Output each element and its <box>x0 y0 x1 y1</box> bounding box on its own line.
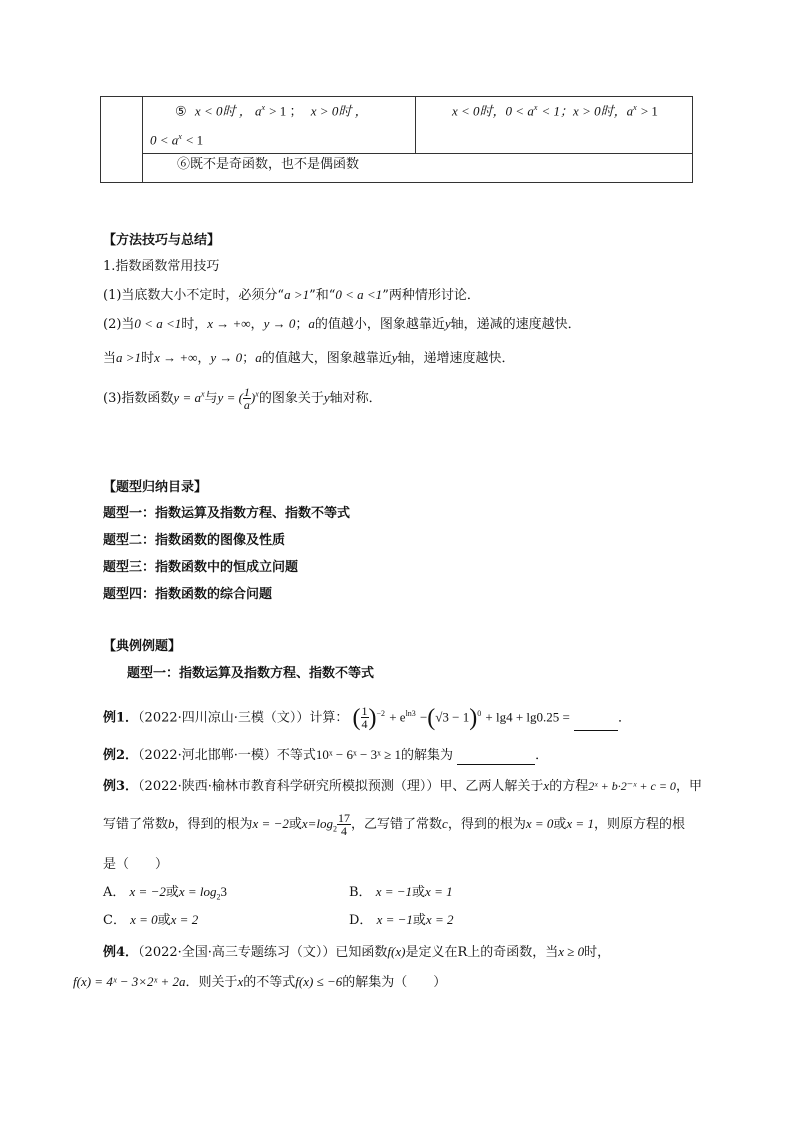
example-3-line1: 例3．（2022·陕西·榆林市教育科学研究所模拟预测（理））甲、乙两人解关于x的方程2ˣ + b·2⁻ˣ + c = 0，甲 <box>103 778 702 794</box>
example-2: 例2．（2022·河北邯郸·一模）不等式10ˣ − 6ˣ − 3ˣ ≥ 1的解集为 ． <box>103 747 549 763</box>
table-row5-left-line1: ⑤ x < 0时 ， $a^x > 1$ ； x > 0时 ， <box>175 103 368 120</box>
table-row5-left-line2: $0 < a^x < 1$ <box>150 132 204 148</box>
catalog-item-2: 题型二：指数函数的图像及性质 <box>103 533 286 548</box>
table-divider <box>142 153 693 154</box>
answer-blank[interactable] <box>457 748 535 765</box>
catalog-item-4: 题型四：指数函数的综合问题 <box>103 587 273 602</box>
option-d[interactable]: D． x = −1或x = 2 <box>349 912 454 928</box>
method-heading: 【方法技巧与总结】 <box>103 233 221 248</box>
catalog-item-1: 题型一：指数运算及指数方程、指数不等式 <box>103 506 351 521</box>
table-row5-right: x < 0时，$0 < a^x < 1$；x > 0时，$a^x > 1$ <box>452 103 658 119</box>
option-a[interactable]: A． x = −2或$x = \log_23$ <box>103 884 228 902</box>
method-p3: 当a >1时x → +∞，y → 0；a的值越大，图象越靠近y轴，递增速度越快． <box>103 350 515 366</box>
method-item1: 1.指数函数常用技巧 <box>103 259 220 274</box>
examples-heading: 【典例例题】 <box>103 639 182 654</box>
catalog-item-3: 题型三：指数函数中的恒成立问题 <box>103 560 299 575</box>
example-4-line2: f(x) = 4ˣ − 3×2ˣ + 2a．则关于x的不等式f(x) ≤ −6的解集为（ ） <box>73 974 447 990</box>
table-divider <box>142 97 143 182</box>
method-p2: (2)当0 < a <1时，x → +∞，y → 0；a的值越小，图象越靠近y轴，递减的速度越快． <box>103 316 581 332</box>
option-c[interactable]: C． x = 0或x = 2 <box>103 912 199 928</box>
catalog-heading: 【题型归纳目录】 <box>103 480 208 495</box>
example-type-heading: 题型一：指数运算及指数方程、指数不等式 <box>127 666 375 681</box>
answer-blank[interactable] <box>574 706 618 731</box>
option-b[interactable]: B． x = −1或x = 1 <box>349 884 453 900</box>
method-p1: (1)当底数大小不定时，必须分“a >1”和“0 < a <1”两种情形讨论． <box>103 287 480 303</box>
table-row6: ⑥既不是奇函数，也不是偶函数 <box>177 157 360 172</box>
example-1: 例1．（2022·四川凉山·三模（文））计算： ( $\frac{1}{4}$ )$^{-2} + e^{ln3} -(√3 - 1)^0 + \lg 4 + \lg 0.25$ = ． <box>103 704 632 732</box>
table-divider <box>415 97 416 153</box>
method-p4: (3)指数函数$y = a^x$与y = ( $\frac{1}{a}$ )$^x$的图象关于y轴对称． <box>103 385 382 412</box>
example-3-line3: 是（ ） <box>103 857 169 872</box>
example-3-line2: 写错了常数b，得到的根为x = −2或$x=\log_2$ $\frac{17}{4}$ ，乙写错了常数c，得到的根为x = 0或x = 1，则原方程的根 <box>103 811 685 838</box>
example-4-line1: 例4．（2022·全国·高三专题练习（文））已知函数f(x)是定义在R上的奇函数，当x ≥ 0时， <box>103 944 611 960</box>
